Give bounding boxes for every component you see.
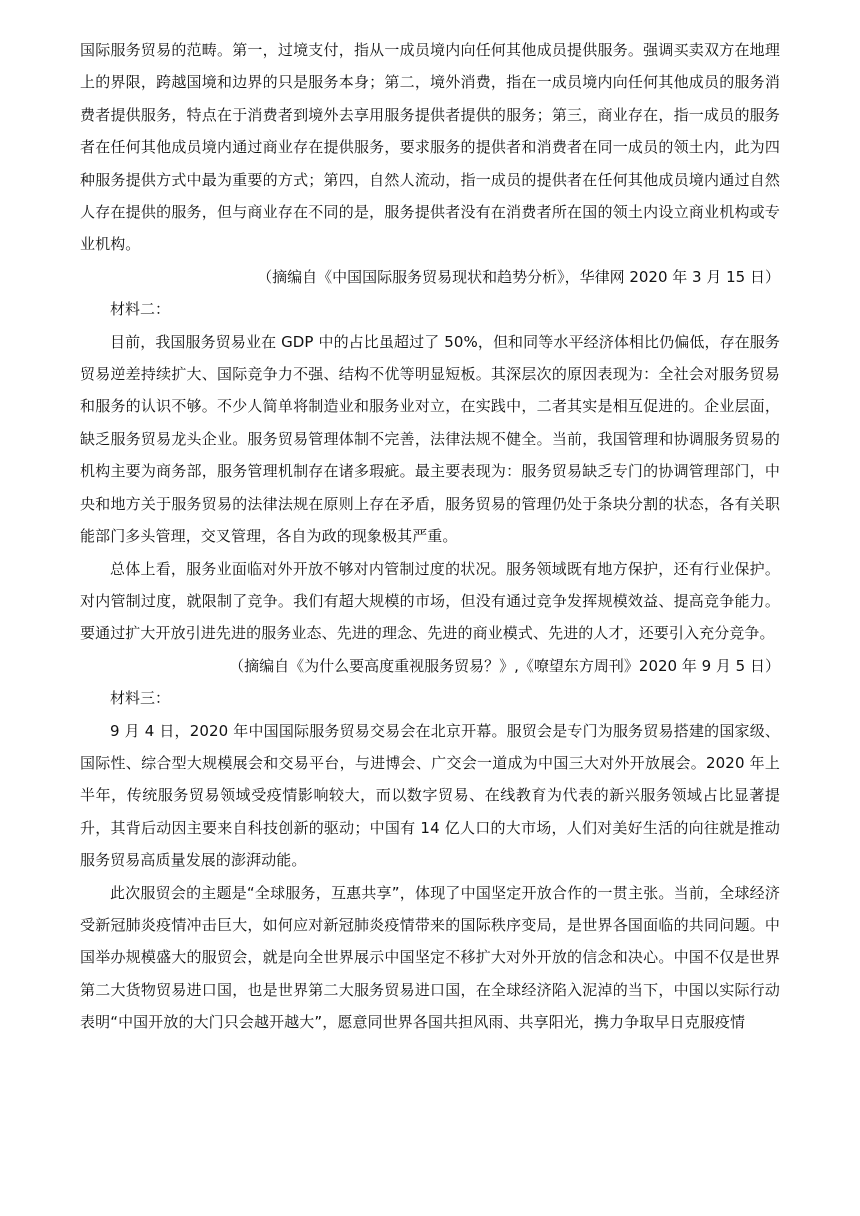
source-citation-2: （摘编自《为什么要高度重视服务贸易？》,《嘹望东方周刊》2020 年 9 月 5 日）: [229, 656, 780, 675]
material-two-heading: 材料二：: [110, 300, 171, 319]
paragraph-material-two-a: 目前，我国服务贸易业在 GDP 中的占比虽超过了 50%，但和同等水平经济体相比仍偏低，存在服务贸易逆差持续扩大、国际竞争力不强、结构不优等明显短板。其深层次的原因表现为：全社会对服务贸易和服务的认识不够。不少人简单将制造业和服务业对立，在实践中，二者其实是相互促进的。企业层面，缺乏服务贸易龙头企业。服务贸易管理体制不完善，法律法规不健全。当前，我国管理和协调服务贸易的机构主要为商务部，服务管理机制存在诸多瑕疵。最主要表现为：服务贸易缺乏专门的协调管理部门，中央和地方关于服务贸易的法律法规在原则上存在矛盾，服务贸易的管理仍处于条块分割的状态，各有关职能部门多头管理，交叉管理，各自为政的现象极其严重。: [80, 332, 780, 546]
paragraph-service-trade-modes: 国际服务贸易的范畴。第一，过境支付，指从一成员境内向任何其他成员提供服务。强调买卖双方在地理上的界限，跨越国境和边界的只是服务本身；第二，境外消费，指在一成员境内向任何其他成员的服务消费者提供服务，特点在于消费者到境外去享用服务提供者提供的服务；第三，商业存在，指一成员的服务者在任何其他成员境内通过商业存在提供服务，要求服务的提供者和消费者在同一成员的领土内，此为四种服务提供方式中最为重要的方式；第四，自然人流动，指一成员的提供者在任何其他成员境内通过自然人存在提供的服务，但与商业存在不同的是，服务提供者没有在消费者所在国的领土内设立商业机构或专业机构。: [80, 41, 780, 254]
paragraph-material-three-a: 9 月 4 日，2020 年中国国际服务贸易交易会在北京开幕。服贸会是专门为服务贸易搭建的国家级、国际性、综合型大规模展会和交易平台，与进博会、广交会一道成为中国三大对外开放展会。2020 年上半年，传统服务贸易领域受疫情影响较大，而以数字贸易、在线教育为代表的新兴服务领域占比显著提升，其背后动因主要来自科技创新的驱动；中国有 14 亿人口的大市场，人们对美好生活的向往就是推动服务贸易高质量发展的澎湃动能。: [80, 721, 780, 870]
paragraph-material-three-b: 此次服贸会的主题是“全球服务，互惠共享”，体现了中国坚定开放合作的一贯主张。当前，全球经济受新冠肺炎疫情冲击巨大，如何应对新冠肺炎疫情带来的国际秩序变局，是世界各国面临的共同问题。中国举办规模盛大的服贸会，就是向全世界展示中国坚定不移扩大对外开放的信念和决心。中国不仅是世界第二大货物贸易进口国，也是世界第二大服务贸易进口国，在全球经济陷入泥淖的当下，中国以实际行动表明“中国开放的大门只会越开越大”，愿意同世界各国共担风雨、共享阳光，携力争取早日克服疫情: [80, 883, 780, 1032]
document-page: [80, 34, 780, 1039]
paragraph-material-two-b: 总体上看，服务业面临对外开放不够对内管制过度的状况。服务领域既有地方保护，还有行业保护。对内管制过度，就限制了竞争。我们有超大规模的市场，但没有通过竞争发挥规模效益、提高竞争能力。要通过扩大开放引进先进的服务业态、先进的理念、先进的商业模式、先进的人才，还要引入充分竞争。: [80, 559, 780, 643]
source-citation-1: （摘编自《中国国际服务贸易现状和趋势分析》，华律网 2020 年 3 月 15 日）: [257, 267, 780, 286]
material-three-heading: 材料三：: [110, 689, 171, 708]
